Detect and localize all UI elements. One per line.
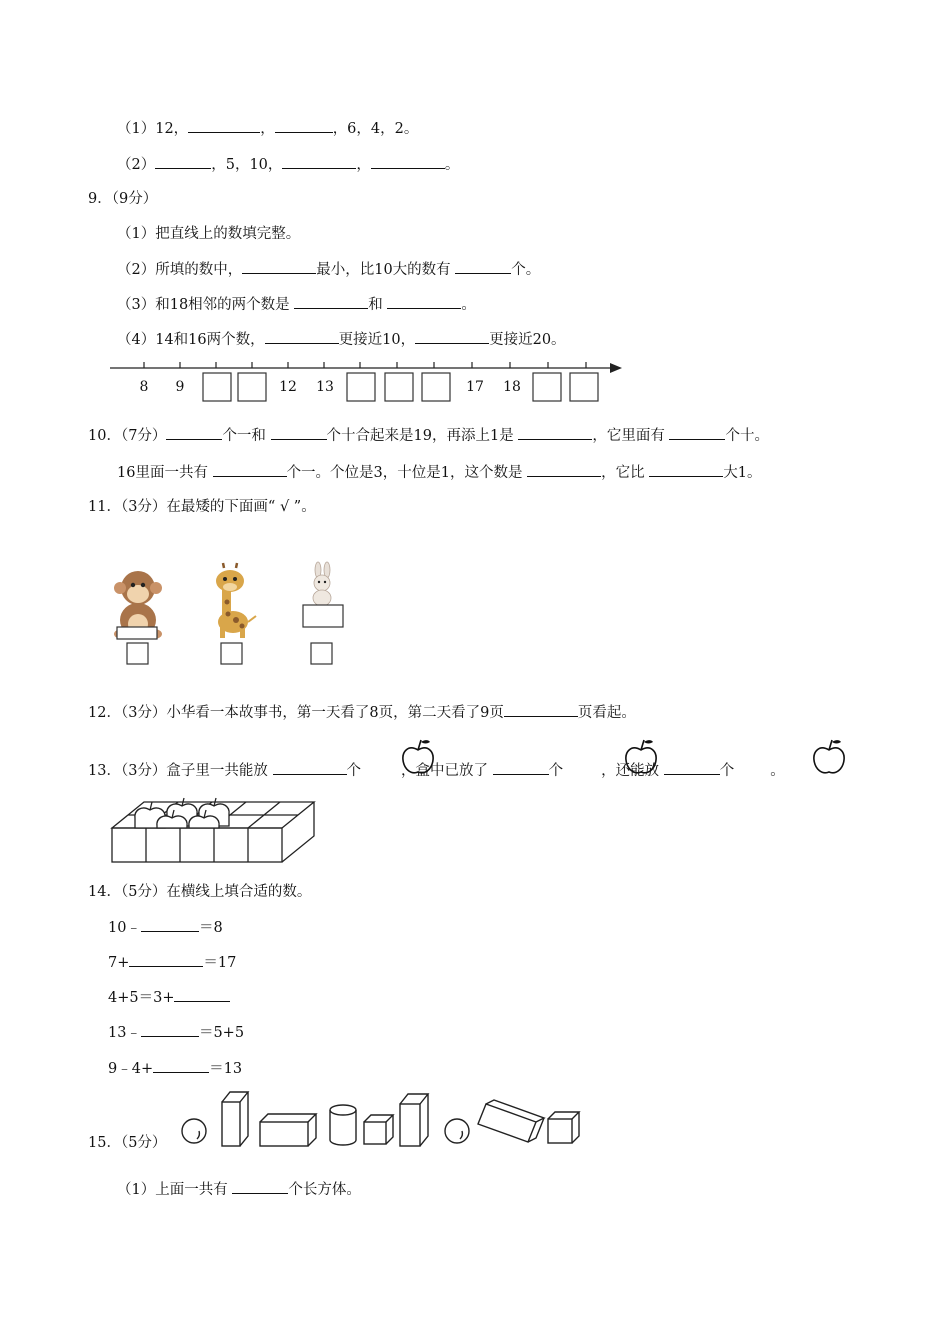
answer-blank[interactable]: [265, 329, 339, 344]
check-box[interactable]: [221, 643, 242, 664]
answer-blank[interactable]: [273, 760, 347, 775]
tick-label: 13: [316, 379, 334, 395]
q15-heading: 15．（5分）: [88, 1135, 167, 1151]
tick-label: 18: [503, 379, 521, 395]
answer-box[interactable]: [117, 627, 157, 639]
q8-part2: （2） ，5，10， ， 。: [117, 154, 459, 175]
answer-blank[interactable]: [415, 329, 489, 344]
q14-equation-4: 13﹣ ＝5+5: [108, 1022, 244, 1043]
answer-blank[interactable]: [518, 425, 592, 440]
giraffe-icon: [216, 563, 256, 638]
tick-label: 8: [139, 379, 149, 395]
apple-box-figure: [108, 796, 318, 866]
cuboid-icon: [222, 1092, 248, 1146]
apple-icon: [811, 738, 847, 776]
q14-equation-1: 10﹣ ＝8: [108, 917, 223, 938]
q9-part3: （3）和18相邻的两个数是 和 。: [117, 294, 476, 315]
answer-blank[interactable]: [129, 952, 203, 967]
q14-equation-3: 4+5＝3+: [108, 987, 230, 1008]
answer-blank[interactable]: [664, 760, 720, 775]
number-box[interactable]: [385, 373, 413, 401]
answer-blank[interactable]: [504, 702, 578, 717]
number-line: [104, 356, 630, 406]
q8-part1: （1）12， ， ，6，4，2。: [117, 118, 418, 139]
q9-heading: 9．（9分）: [88, 191, 158, 207]
apple-icon: [400, 738, 436, 776]
sphere-icon: [182, 1119, 206, 1143]
answer-blank[interactable]: [141, 1022, 199, 1037]
answer-blank[interactable]: [232, 1179, 288, 1194]
cube-icon: [364, 1115, 393, 1144]
answer-blank[interactable]: [174, 987, 230, 1002]
answer-blank[interactable]: [282, 154, 356, 169]
q14-equation-5: 9﹣4+ ＝13: [108, 1058, 242, 1079]
q10-line1: 10．（7分） 个一和 个十合起来是19，再添上1是 ，它里面有 个十。: [88, 425, 769, 446]
answer-blank[interactable]: [213, 462, 287, 477]
number-box[interactable]: [570, 373, 598, 401]
answer-blank[interactable]: [387, 294, 461, 309]
number-box[interactable]: [238, 373, 266, 401]
q10-line2: 16里面一共有 个一。个位是3，十位是1，这个数是 ，它比 大1。: [117, 462, 761, 483]
cuboid-icon: [260, 1114, 316, 1146]
q9-part4: （4）14和16两个数， 更接近10， 更接近20。: [117, 329, 566, 350]
answer-blank[interactable]: [141, 917, 199, 932]
number-box[interactable]: [347, 373, 375, 401]
check-box[interactable]: [127, 643, 148, 664]
q15-part1: （1）上面一共有 个长方体。: [117, 1179, 361, 1200]
tick-label: 9: [175, 379, 185, 395]
apple-icon: [623, 738, 659, 776]
q11-question: 11．（3分）在最矮的下面画“ √ ”。: [88, 499, 316, 515]
answer-blank[interactable]: [271, 425, 327, 440]
cuboid-icon: [478, 1100, 544, 1142]
answer-blank[interactable]: [166, 425, 222, 440]
answer-blank[interactable]: [493, 760, 549, 775]
q13-question: 13．（3分）盒子里一共能放 个 ，盒中已放了 个 ，还能放 个 。: [88, 760, 785, 781]
number-box[interactable]: [533, 373, 561, 401]
answer-blank[interactable]: [371, 154, 445, 169]
cube-icon: [548, 1112, 579, 1143]
check-box[interactable]: [311, 643, 332, 664]
q9-part2: （2）所填的数中， 最小，比10大的数有 个。: [117, 259, 540, 280]
answer-blank[interactable]: [649, 462, 723, 477]
q14-equation-2: 7+ ＝17: [108, 952, 236, 973]
answer-blank[interactable]: [527, 462, 601, 477]
answer-box[interactable]: [303, 605, 343, 627]
answer-blank[interactable]: [155, 154, 211, 169]
q14-heading: 14．（5分）在横线上填合适的数。: [88, 884, 312, 900]
sphere-icon: [445, 1119, 469, 1143]
number-box[interactable]: [203, 373, 231, 401]
answer-blank[interactable]: [455, 259, 511, 274]
answer-blank[interactable]: [242, 259, 316, 274]
answer-blank[interactable]: [275, 118, 333, 133]
solids-figure: [178, 1084, 588, 1154]
q9-part1: （1）把直线上的数填完整。: [117, 226, 301, 242]
answer-blank[interactable]: [188, 118, 260, 133]
cuboid-icon: [400, 1094, 428, 1146]
animals-figure: [100, 560, 360, 672]
tick-label: 12: [279, 379, 297, 395]
answer-blank[interactable]: [294, 294, 368, 309]
tick-label: 17: [466, 379, 484, 395]
q12-question: 12．（3分）小华看一本故事书，第一天看了8页，第二天看了9页 页看起。: [88, 702, 636, 723]
number-box[interactable]: [422, 373, 450, 401]
answer-blank[interactable]: [153, 1058, 209, 1073]
answer-blank[interactable]: [669, 425, 725, 440]
cylinder-icon: [330, 1105, 356, 1145]
rabbit-icon: [313, 562, 331, 606]
